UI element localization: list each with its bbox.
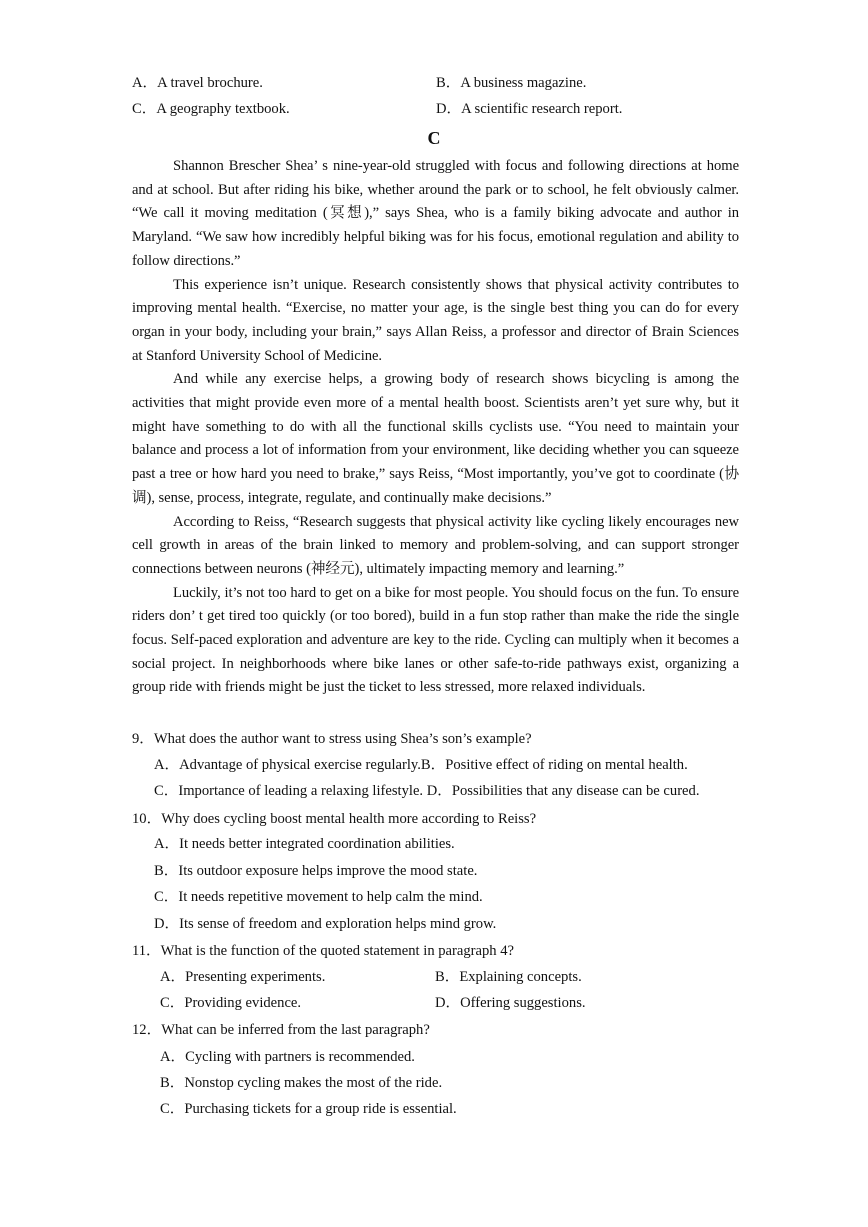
question-12-stem: 12．What can be inferred from the last paragraph? (132, 1022, 430, 1038)
passage-paragraph-4: According to Reiss, “Research suggests that physical activity like cycling likely encourages new cell growth in areas of the brain linked to memory and problem-solving, and can support stronger connections between neurons (神经元), ultimately impacting memory and learning.” (132, 513, 739, 577)
prev-options-row-2 (132, 98, 752, 120)
prev-options-row-1 (132, 72, 752, 94)
option-c: C．A geography textbook. (132, 101, 290, 117)
question-10-option-d: D．Its sense of freedom and exploration helps mind grow. (154, 916, 497, 932)
question-10-option-c: C．It needs repetitive movement to help calm the mind. (154, 889, 483, 905)
passage-paragraph-5: Luckily, it’s not too hard to get on a bike for most people. You should focus on the fun. To ensure riders don’ t get tired too quickly (or too bored), build in a fun stop rather than make the ride the single focus. Self-paced exploration and adventure are key to the ride. Cycling can multiply when it becomes a social project. In neighborhoods where bike lanes or other safe-to-ride pathways exist, organizing a group ride with friends might be just the ticket to less stressed, more relaxed individuals. (132, 584, 739, 696)
question-11-option-c: C．Providing evidence. (160, 995, 302, 1011)
question-9-options-line-2: C．Importance of leading a relaxing lifestyle. D．Possibilities that any disease can be cured. (154, 783, 700, 799)
question-11-stem: 11．What is the function of the quoted statement in paragraph 4? (132, 943, 515, 959)
question-9-options-line-1: A．Advantage of physical exercise regularly.B．Positive effect of riding on mental health. (154, 757, 688, 773)
option-b: B．A business magazine. (436, 75, 587, 91)
question-10-option-a: A．It needs better integrated coordination abilities. (154, 836, 455, 852)
section-heading: C (427, 128, 441, 148)
question-12-option-b: B．Nonstop cycling makes the most of the ride. (160, 1075, 443, 1091)
question-10-option-b: B．Its outdoor exposure helps improve the mood state. (154, 863, 478, 879)
question-9-stem: 9．What does the author want to stress using Shea’s son’s example? (132, 731, 532, 747)
passage-paragraph-2: This experience isn’t unique. Research consistently shows that physical activity contributes to improving mental health. “Exercise, no matter your age, is the single best thing you can do for every organ in your body, including your brain,” says Allan Reiss, a professor and director of Brain Sciences at Stanford University School of Medicine. (132, 276, 739, 364)
passage-paragraph-3: And while any exercise helps, a growing body of research shows bicycling is among the activities that might provide even more of a mental health boost. Scientists aren’t yet sure why, but it might have something to do with all the functional skills cyclists use. “You need to maintain your balance and process a lot of information from your environment, like deciding whether you can squeeze past a tree or how hard you need to brake,” says Reiss, “Most importantly, you’ve got to coordinate (协调), sense, process, integrate, regulate, and continually make decisions.” (132, 371, 739, 506)
reading-passage (132, 155, 739, 700)
question-12-option-c: C．Purchasing tickets for a group ride is essential. (160, 1101, 457, 1117)
question-11-option-b: B．Explaining concepts. (435, 969, 582, 985)
question-11-option-d: D．Offering suggestions. (435, 995, 586, 1011)
question-10-stem: 10．Why does cycling boost mental health more according to Reiss? (132, 811, 537, 827)
option-d: D．A scientific research report. (436, 101, 623, 117)
question-11-option-a: A．Presenting experiments. (160, 969, 326, 985)
question-12-option-a: A．Cycling with partners is recommended. (160, 1049, 415, 1065)
option-a: A．A travel brochure. (132, 75, 263, 91)
passage-paragraph-1: Shannon Brescher Shea’ s nine-year-old struggled with focus and following directions at home and at school. But after riding his bike, whether around the park or to school, he felt obviously calmer. “We call it moving meditation (冥想),” says Shea, who is a family biking advocate and author in Maryland. “We saw how incredibly helpful biking was for his focus, emotional regulation and ability to follow directions.” (132, 158, 739, 269)
